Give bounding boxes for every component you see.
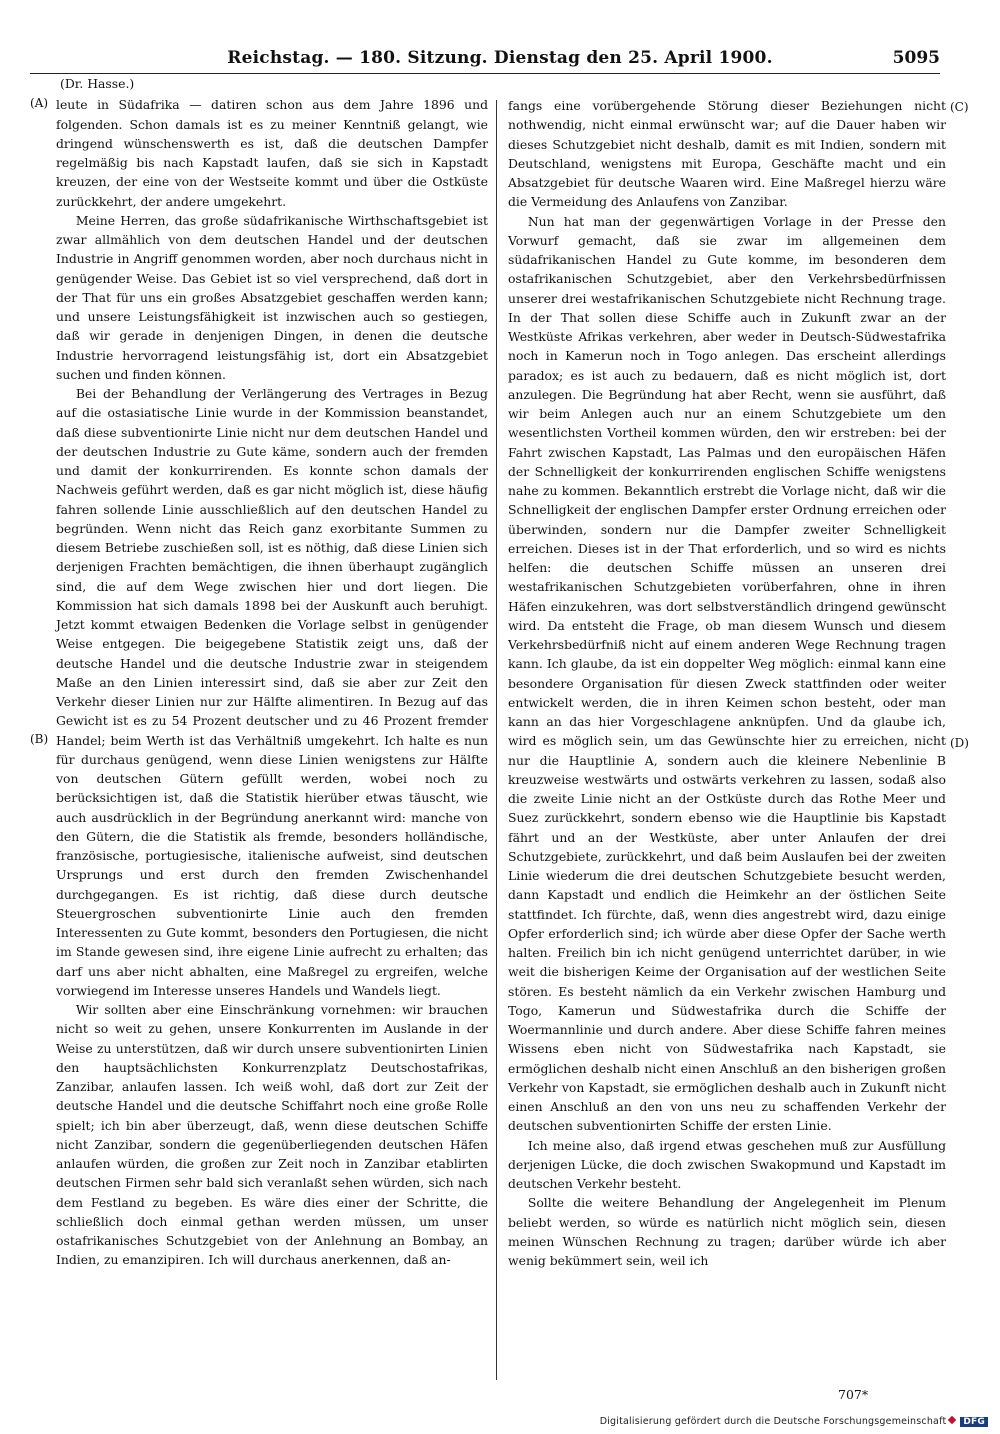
footer-text: Digitalisierung gefördert durch die Deutsche Forschungsgemeinschaft — [599, 1416, 947, 1427]
digitization-footer — [600, 1416, 988, 1427]
dfg-diamond-icon — [948, 1416, 956, 1424]
dfg-logo: DFG — [960, 1417, 988, 1427]
margin-marker-a: (A) — [30, 96, 49, 110]
page-number: 5095 — [892, 48, 940, 68]
paragraph: Sollte die weitere Behandlung der Angelegenheit im Plenum beliebt werden, so würde es natürlich nicht möglich sein, diesen meinen Wünschen Rechnung zu tragen; darüber würde ich aber wenig bekümmert sein, weil ich — [508, 1195, 946, 1268]
paragraph: Nun hat man der gegenwärtigen Vorlage in der Presse den Vorwurf gemacht, daß sie zwar im allgemeinen dem südafrikanischen Handel zu Gute komme, im besonderen dem ostafrikanischen Schutzgebiet, aber den Verkehrsbedürfnissen unserer drei westafrikanischen Schutzgebiete nicht Rechnung trage. In der That sollen diese Schiffe auch in Zukunft zwar an der Westküste Afrikas verkehren, aber weder in Deutsch-Südwestafrika noch in Kamerun noch in Togo anlegen. Das erscheint allerdings paradox; es ist auch zu bedauern, daß es nicht möglich ist, dort anzulegen. Die Begründung hat aber Recht, wenn sie ausführt, daß wir beim Anlegen auch nur an einem Schutzgebiete um den wesentlichsten Vortheil kommen würden, den wir erstreben: bei der Fahrt zwischen Kapstadt, Las Palmas und den europäischen Häfen der Schnelligkeit der konkurrirenden englischen Schiffe wenigstens nahe zu kommen. Bekanntlich erstrebt die Vorlage nicht, daß wir die Schnelligkeit der englischen Dampfer erster Ordnung erreichen oder überwinden, sondern nur die Dampfer zweiter Schnelligkeit erreichen. Dieses ist in der That erforderlich, und so wird es nichts helfen: die deutschen Schiffe müssen an unseren drei westafrikanischen Schutzgebieten vorüberfahren, ohne in ihren Häfen einzukehren, was dort selbstverständlich dringend gewünscht wird. Da entsteht die Frage, ob man diesem Wunsch und diesem Verkehrsbedürfniß nicht auf einem anderen Wege Rechnung tragen kann. Ich glaube, da ist ein doppelter Weg möglich: einmal kann eine besondere Organisation für diesen Zweck stattfinden oder weiter entwickelt werden, die in ihren Keimen schon besteht, oder man kann an das hier Vorgeschlagene anknüpfen. Und da glaube ich, wird es möglich sein, um das Gewünschte hier zu erreichen, nicht nur die Hauptlinie A, sondern auch die kleinere Nebenlinie B kreuzweise westwärts und ostwärts verkehren zu lassen, sodaß also die zweite Linie nicht an der Ostküste durch das Rothe Meer und Suez zurückkehrt, sondern ebenso wie die Hauptlinie bis Kapstadt fährt und an der Westküste, aber unter Anlaufen der drei Schutzgebiete, zurückkehrt, und daß beim Auslaufen bei der zweiten Linie wiederum die drei deutschen Schutzgebiete besucht werden, dann Kapstadt und endlich die Heimkehr an der östlichen Seite stattfindet. Ich fürchte, daß, wenn dies angestrebt wird, dazu einige Opfer erforderlich sind; ich würde aber diese Opfer der Sache werth halten. Freilich bin ich nicht genügend unterrichtet darüber, in wie weit die bisherigen Keime der Organisation auf der westlichen Seite stören. Es besteht nämlich da ein Verkehr zwischen Hamburg und Togo, Kamerun und Südwestafrika durch die Schiffe der Woermannlinie und durch andere. Aber diese Schiffe fahren meines Wissens eben nicht von Südwestafrika nach Kapstadt, sie ermöglichen deshalb nicht einen Anschluß an den bisherigen großen Verkehr von Kapstadt, sie ermöglichen deshalb auch in Zukunft nicht einen Anschluß an den von uns neu zu schaffenden Verkehr der deutschen subventionirten Schiffe der ersten Linie. — [508, 213, 946, 1134]
column-divider — [496, 100, 497, 1380]
paragraph: leute in Südafrika — datiren schon aus dem Jahre 1896 und folgenden. Schon damals ist es zu meiner Kenntniß gelangt, wie dringend wünschenswerth es ist, daß die deutschen Dampfer regelmäßig bis nach Kapstadt laufen, daß sie sich in Kapstadt kreuzen, der eine von der Westseite kommt und über die Ostküste zurückkehrt, der andere umgekehrt. — [56, 97, 488, 209]
margin-marker-b: (B) — [30, 732, 49, 746]
margin-marker-c: (C) — [950, 100, 969, 114]
speaker-name: (Dr. Hasse.) — [60, 76, 135, 91]
right-column — [508, 96, 946, 1376]
page-title: Reichstag. — 180. Sitzung. Dienstag den 25. April 1900. — [227, 48, 773, 68]
paragraph: Wir sollten aber eine Einschränkung vornehmen: wir brauchen nicht so weit zu gehen, unsere Konkurrenten im Auslande in der Weise zu unterstützen, daß wir durch unsere subventionirten Linien den hauptsächlichsten Konkurrenzplatz Deutschostafrikas, Zanzibar, anlaufen lassen. Ich weiß wohl, daß dort zur Zeit der deutsche Handel und die deutsche Schiffahrt noch eine große Rolle spielt; ich bin aber überzeugt, daß, wenn diese deutschen Schiffe nicht Zanzibar, sondern die gegenüberliegenden deutschen Häfen anlaufen würden, die großen zur Zeit noch in Zanzibar etablirten deutschen Firmen sehr bald sich veranlaßt sehen würden, sich nach dem Festland zu begeben. Es wäre dies einer der Schritte, die schließlich doch einmal gethan werden müssen, um unser ostafrikanisches Schutzgebiet von der Anlehnung an Bombay, an Indien, zu emanzipiren. Ich will durchaus anerkennen, daß an- — [56, 1002, 488, 1268]
paragraph: Meine Herren, das große südafrikanische Wirthschaftsgebiet ist zwar allmählich von dem deutschen Handel und der deutschen Industrie in Angriff genommen worden, aber noch durchaus nicht in genügender Weise. Das Gebiet ist so viel versprechend, daß dort in der That für uns ein großes Absatzgebiet geschaffen werden kann; und unsere Leistungsfähigkeit ist inzwischen auch so gestiegen, daß wir gerade in denjenigen Dingen, in denen die deutsche Industrie hervorragend leistungsfähig ist, dort ein Absatzgebiet suchen und finden können. — [56, 212, 488, 382]
paragraph: Ich meine also, daß irgend etwas geschehen muß zur Ausfüllung derjenigen Lücke, die doch zwischen Swakopmund und Kapstadt im deutschen Verkehr besteht. — [508, 1137, 946, 1191]
paragraph: fangs eine vorübergehende Störung dieser Beziehungen nicht nothwendig, nicht einmal erwünscht war; auf die Dauer haben wir dieses Schutzgebiet nicht deshalb, damit es mit Indien, sondern mit Deutschland, wenigstens mit Europa, Geschäfte macht und ein Absatzgebiet für deutsche Waaren wird. Eine Maßregel hierzu wäre die Vermeidung des Anlaufens von Zanzibar. — [508, 98, 946, 210]
sheet-number: 707* — [838, 1387, 869, 1402]
margin-marker-d: (D) — [950, 736, 969, 750]
page-header — [0, 42, 1000, 72]
left-column — [56, 76, 488, 1376]
paragraph: Bei der Behandlung der Verlängerung des Vertrages in Bezug auf die ostasiatische Linie wurde in der Kommission beanstandet, daß diese subventionirte Linie nicht nur dem deutschen Handel und der deutschen Industrie zu Gute käme, sondern auch der fremden und damit der konkurrirenden. Es konnte schon damals der Nachweis geführt werden, daß es gar nicht möglich ist, diese häufig fahren sollende Linie ausschließlich auf den deutschen Handel zu begründen. Wenn nicht das Reich ganz exorbitante Summen zu diesem Betriebe zuschießen soll, ist es nöthig, daß diese Linien sich derjenigen Frachten bemächtigen, die ihnen überhaupt zugänglich sind, die auf dem Wege zwischen hier und dort liegen. Die Kommission hat sich damals 1898 bei der Auskunft auch beruhigt. Jetzt kommt etwaigen Bedenken die Vorlage selbst in genügender Weise entgegen. Die beigegebene Statistik zeigt uns, daß der deutsche Handel und die deutsche Industrie zwar in steigendem Maße an den Linien interessirt sind, daß sie aber zur Zeit den Verkehr dieser Linien nur zur Hälfte alimentiren. In Bezug auf das Gewicht ist es zu 54 Prozent deutscher und zu 46 Prozent fremder Handel; beim Werth ist das Verhältniß umgekehrt. Ich halte es nun für durchaus genügend, wenn diese Linien wenigstens zur Hälfte von deutschen Gütern gefüllt werden, wobei noch zu berücksichtigen ist, daß die Statistik hierüber etwas täuscht, wie auch ausdrücklich in der Begründung anerkannt wird: manche von den Gütern, die die Statistik als fremde, besonders holländische, französische, portugiesische, italienische aufweist, sind deutschen Ursprungs und erst durch den fremden Zwischenhandel durchgegangen. Es ist richtig, daß diese durch deutsche Steuergroschen subventionirte Linie auch den fremden Interessenten zu Gute kommt, besonders den Portugiesen, die nicht im Stande gewesen sind, ihre eigene Linie aufrecht zu erhalten; das darf uns aber nicht abhalten, eine Maßregel zu ergreifen, welche vorwiegend im Interesse unseres Handels und Wandels liegt. — [56, 386, 488, 998]
